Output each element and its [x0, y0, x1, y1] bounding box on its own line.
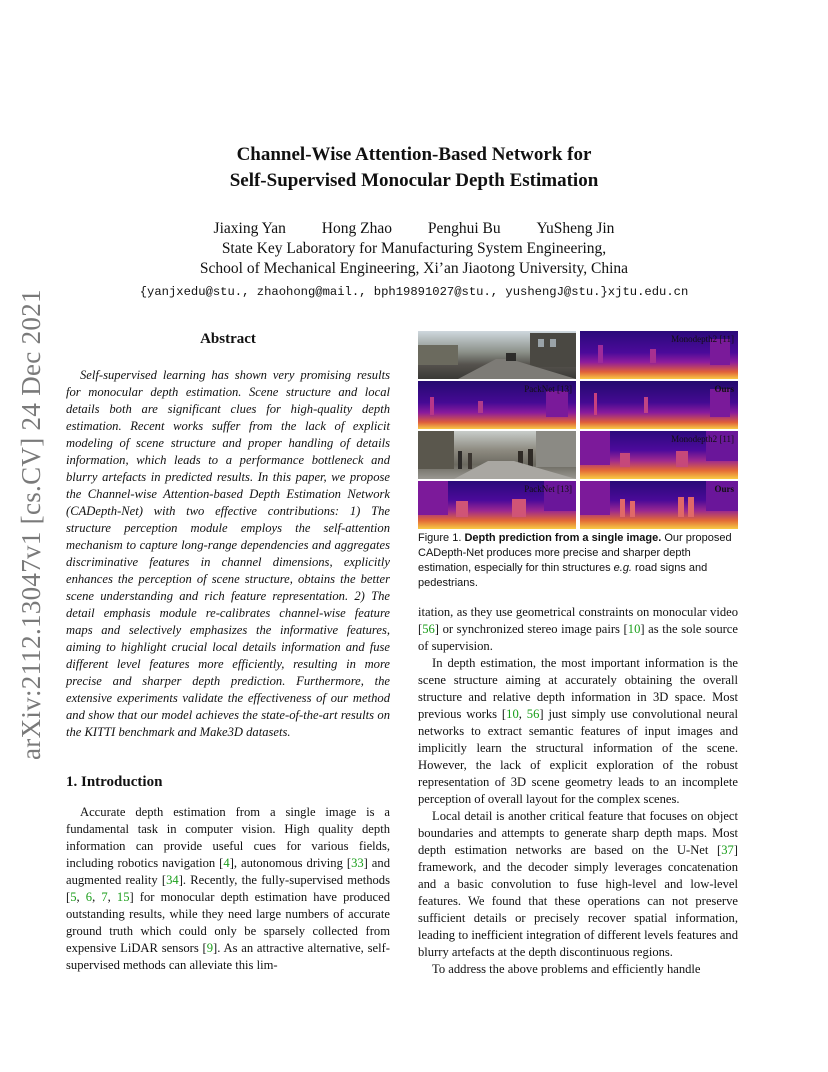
paper-title	[0, 142, 828, 194]
figure-caption: Figure 1. Depth prediction from a single image. Our proposed CADepth-Net produces more precise and sharper depth estimation, especially for thin structures e.g. road signs and pedestrians.	[418, 532, 732, 589]
introduction-heading: 1. Introduction	[66, 774, 163, 790]
title-line-2: Self-Supervised Monocular Depth Estimation	[229, 170, 599, 191]
citation-link[interactable]: 10	[506, 707, 519, 721]
pedestrian-scene-graphic	[418, 431, 576, 479]
author-block	[0, 219, 828, 302]
depth-map-packnet-1	[418, 381, 576, 429]
citation-link[interactable]: 4	[223, 856, 230, 870]
citation-link[interactable]: 34	[166, 873, 179, 887]
right-column-text	[418, 604, 738, 978]
depth-map-monodepth2-2	[580, 431, 738, 479]
abstract-text: Self-supervised learning has shown very promising results for monocular depth estimation. Scene structure and local details both are significant clues for high-quality depth estimation. Recent works suffer from the lack of explicit modeling of scene structure and proper handling of details information, which leads to a performance bottleneck and blurry artefacts in predicted results. In this paper, we propose the Channel-wise Attention-based Depth Estimation Network (CADepth-Net) with two effective contributions: 1) The structure perception module employs the self-attention mechanism to capture long-range dependencies and aggregates discriminative features in channel dimensions, explicitly enhances the perception of scene structure, obtains the better scene understanding and rich feature representation. 2) The detail emphasis module re-calibrates channel-wise feature maps and selectively emphasizes the informative features, aiming to highlight crucial local details information and fuse different level features more efficiently, resulting in more precise and sharper depth prediction. Furthermore, the extensive experiments validate the effectiveness of our method and show that our model achieves the state-of-the-art results on the KITTI benchmark and Make3D datasets.	[66, 368, 390, 739]
citation-link[interactable]: 33	[351, 856, 364, 870]
abstract-heading: Abstract	[200, 331, 256, 347]
figure-label-ours: Ours	[714, 484, 734, 494]
title-line-1: Channel-Wise Attention-Based Network for	[236, 144, 592, 165]
figure-1	[418, 331, 738, 531]
affiliation-2: School of Mechanical Engineering, Xi’an Jiaotong University, China	[199, 260, 629, 277]
paragraph: To address the above problems and efficiently handle	[432, 962, 701, 976]
figure-label-ours: Ours	[714, 384, 734, 394]
citation-link[interactable]: 56	[526, 707, 540, 721]
author-3: Penghui Bu	[427, 220, 501, 237]
author-1: Jiaxing Yan	[213, 220, 286, 237]
input-image-2	[418, 431, 576, 479]
figure-label-packnet: PackNet [13]	[524, 484, 572, 494]
street-scene-graphic	[418, 331, 576, 379]
citation-link[interactable]: 10	[627, 622, 641, 636]
arxiv-identifier: arXiv:2112.13047v1 [cs.CV] 24 Dec 2021	[16, 289, 46, 760]
depth-map-ours-1	[580, 381, 738, 429]
paragraph: itation, as they use geometrical constraints on monocular video [56] or synchronized stereo image pairs [10] as the sole source of supervision.	[418, 605, 738, 653]
input-image-1	[418, 331, 576, 379]
introduction-text: Accurate depth estimation from a single image is a fundamental task in computer vision. High quality depth information can provide useful cues for various fields, including robotics navigation [4], autonomous driving [33] and augmented reality [34]. Recently, the fully-supervised methods [5, 6, 7, 15] for monocular depth estimation have produced outstanding results, while they need large numbers of accurate ground truth which could only be sparsely collected from expensive LiDAR sensors [9]. As an attractive alternative, self-supervised methods can alleviate this lim-	[66, 805, 390, 972]
author-4: YuSheng Jin	[536, 220, 615, 237]
citation-link[interactable]: 15	[116, 890, 130, 904]
depth-map-monodepth2-1	[580, 331, 738, 379]
depth-map-packnet-2	[418, 481, 576, 529]
citation-link[interactable]: 6	[85, 890, 93, 904]
citation-link[interactable]: 37	[721, 843, 734, 857]
author-names	[0, 219, 828, 239]
depth-map-ours-2	[580, 481, 738, 529]
citation-link[interactable]: 5	[70, 890, 77, 904]
citation-link[interactable]: 9	[206, 941, 214, 955]
citation-link[interactable]: 7	[101, 890, 108, 904]
author-2: Hong Zhao	[321, 220, 392, 237]
affiliation-1: State Key Laboratory for Manufacturing System Engineering,	[221, 240, 607, 257]
author-emails: {yanjxedu@stu., zhaohong@mail., bph19891027@stu., yushengJ@stu.}xjtu.edu.cn	[139, 285, 689, 299]
figure-label-packnet: PackNet [13]	[524, 384, 572, 394]
figure-label-monodepth2: Monodepth2 [11]	[671, 434, 734, 444]
paragraph: In depth estimation, the most important information is the scene structure aiming at accurately obtaining the overall structure and relative depth information in 3D space. Most previous works [10, 56] just simply use convolutional neural networks to extract semantic features of input images and implicitly learn the structural information of the scene. However, the lack of explicit exploration of the robust representation of 3D scene geometry leads to an incomplete perception of overall layout for the complex scenes.	[418, 656, 739, 806]
paragraph: Local detail is another critical feature that focuses on object boundaries and attempts to generate sharp depth maps. Most depth estimation networks are based on the U-Net [37] framework, and the decoder simply leverages concatenation and a basic convolution to fuse high-level and low-level features. We found that these operations can not preserve sufficient details or precisely recover spatial information, leading to inefficient integration of different levels features and blurry artefacts at the depth discontinuous regions.	[418, 809, 738, 959]
figure-label-monodepth2: Monodepth2 [11]	[671, 334, 734, 344]
citation-link[interactable]: 56	[422, 622, 435, 636]
